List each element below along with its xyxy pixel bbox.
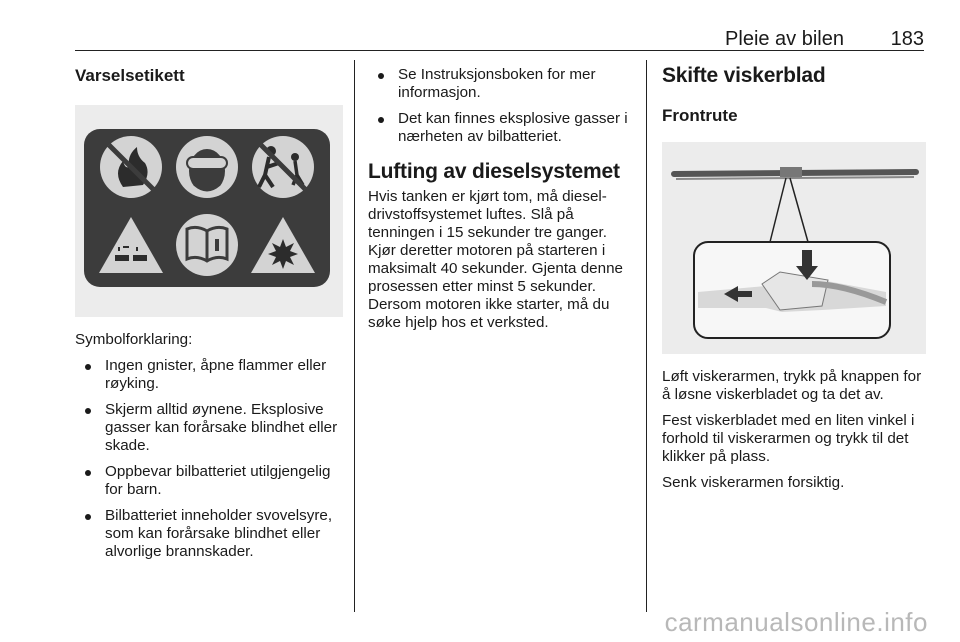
legend-intro: Symbolforklaring: bbox=[75, 331, 193, 348]
eye-protection-icon bbox=[176, 136, 238, 198]
wiper-blade-image bbox=[662, 142, 926, 354]
wiper-blade-icon bbox=[674, 167, 916, 242]
column-3 bbox=[662, 62, 930, 500]
column-2 bbox=[368, 62, 633, 340]
wiper-step-1: Løft viskerarmen, trykk på knappen for å løsne viskerbladet og ta det av. bbox=[662, 368, 922, 403]
legend-list bbox=[75, 357, 343, 561]
list-item: Oppbevar bilbatteriet utilgjengelig for barn. bbox=[75, 463, 343, 499]
wiper-blade-graphic bbox=[662, 142, 926, 354]
list-item: Ingen gnister, åpne flammer eller røyking. bbox=[75, 357, 343, 393]
warning-label-image bbox=[75, 105, 343, 317]
bullet-dot bbox=[378, 117, 384, 123]
header-rule bbox=[75, 50, 924, 51]
watermark: carmanualsonline.info bbox=[664, 607, 928, 637]
no-fire-icon bbox=[100, 136, 162, 198]
wiper-step-3: Senk viskerarmen forsiktig. bbox=[662, 474, 845, 491]
keep-away-children-icon bbox=[252, 136, 314, 198]
wiper-step-2: Fest viskerbladet med en liten vinkel i forhold til viskerarmen og trykk til det klikker på plass. bbox=[662, 412, 915, 465]
column-1 bbox=[75, 62, 343, 569]
column-divider-1 bbox=[354, 60, 355, 612]
bullet-dot bbox=[378, 73, 384, 79]
wiper-blade-heading: Skifte viskerblad bbox=[662, 64, 826, 87]
diesel-venting-text: Hvis tanken er kjørt tom, må dieseldrivstoffsystemet luftes. Slå på tenningen i 15 sekunder tre ganger. Kjør deretter motoren på starteren i maksimalt 40 sekunder. Gjenta denne prosessen etter minst 5 sekunder. Dersom motoren ikke starter, må du søke hjelp hos et verksted. bbox=[368, 188, 623, 331]
page-header bbox=[75, 24, 924, 50]
page-number: 183 bbox=[890, 28, 924, 50]
list-item: Skjerm alltid øynene. Eksplosive gasser kan forårsake blindhet eller skade. bbox=[75, 401, 343, 455]
column-divider-2 bbox=[646, 60, 647, 612]
bullet-dot bbox=[85, 514, 91, 520]
list-item: Det kan finnes eksplosive gasser i nærheten av bilbatteriet. bbox=[368, 110, 633, 146]
diesel-venting-heading: Lufting av dieselsystemet bbox=[368, 160, 620, 183]
bullet-dot bbox=[85, 364, 91, 370]
list-item: Bilbatteriet inneholder svovelsyre, som kan forårsake blindhet eller alvorlige brannskader. bbox=[75, 507, 343, 561]
manual-icon bbox=[176, 214, 238, 276]
bullet-dot bbox=[85, 408, 91, 414]
list-item: Se Instruksjonsboken for mer informasjon. bbox=[368, 66, 633, 102]
bullet-dot bbox=[85, 470, 91, 476]
windscreen-subheading: Frontrute bbox=[662, 106, 738, 125]
warning-label-title: Varselsetikett bbox=[75, 66, 185, 85]
warning-label-graphic bbox=[75, 105, 343, 317]
section-title: Pleie av bilen bbox=[725, 28, 844, 50]
info-list bbox=[368, 66, 633, 146]
